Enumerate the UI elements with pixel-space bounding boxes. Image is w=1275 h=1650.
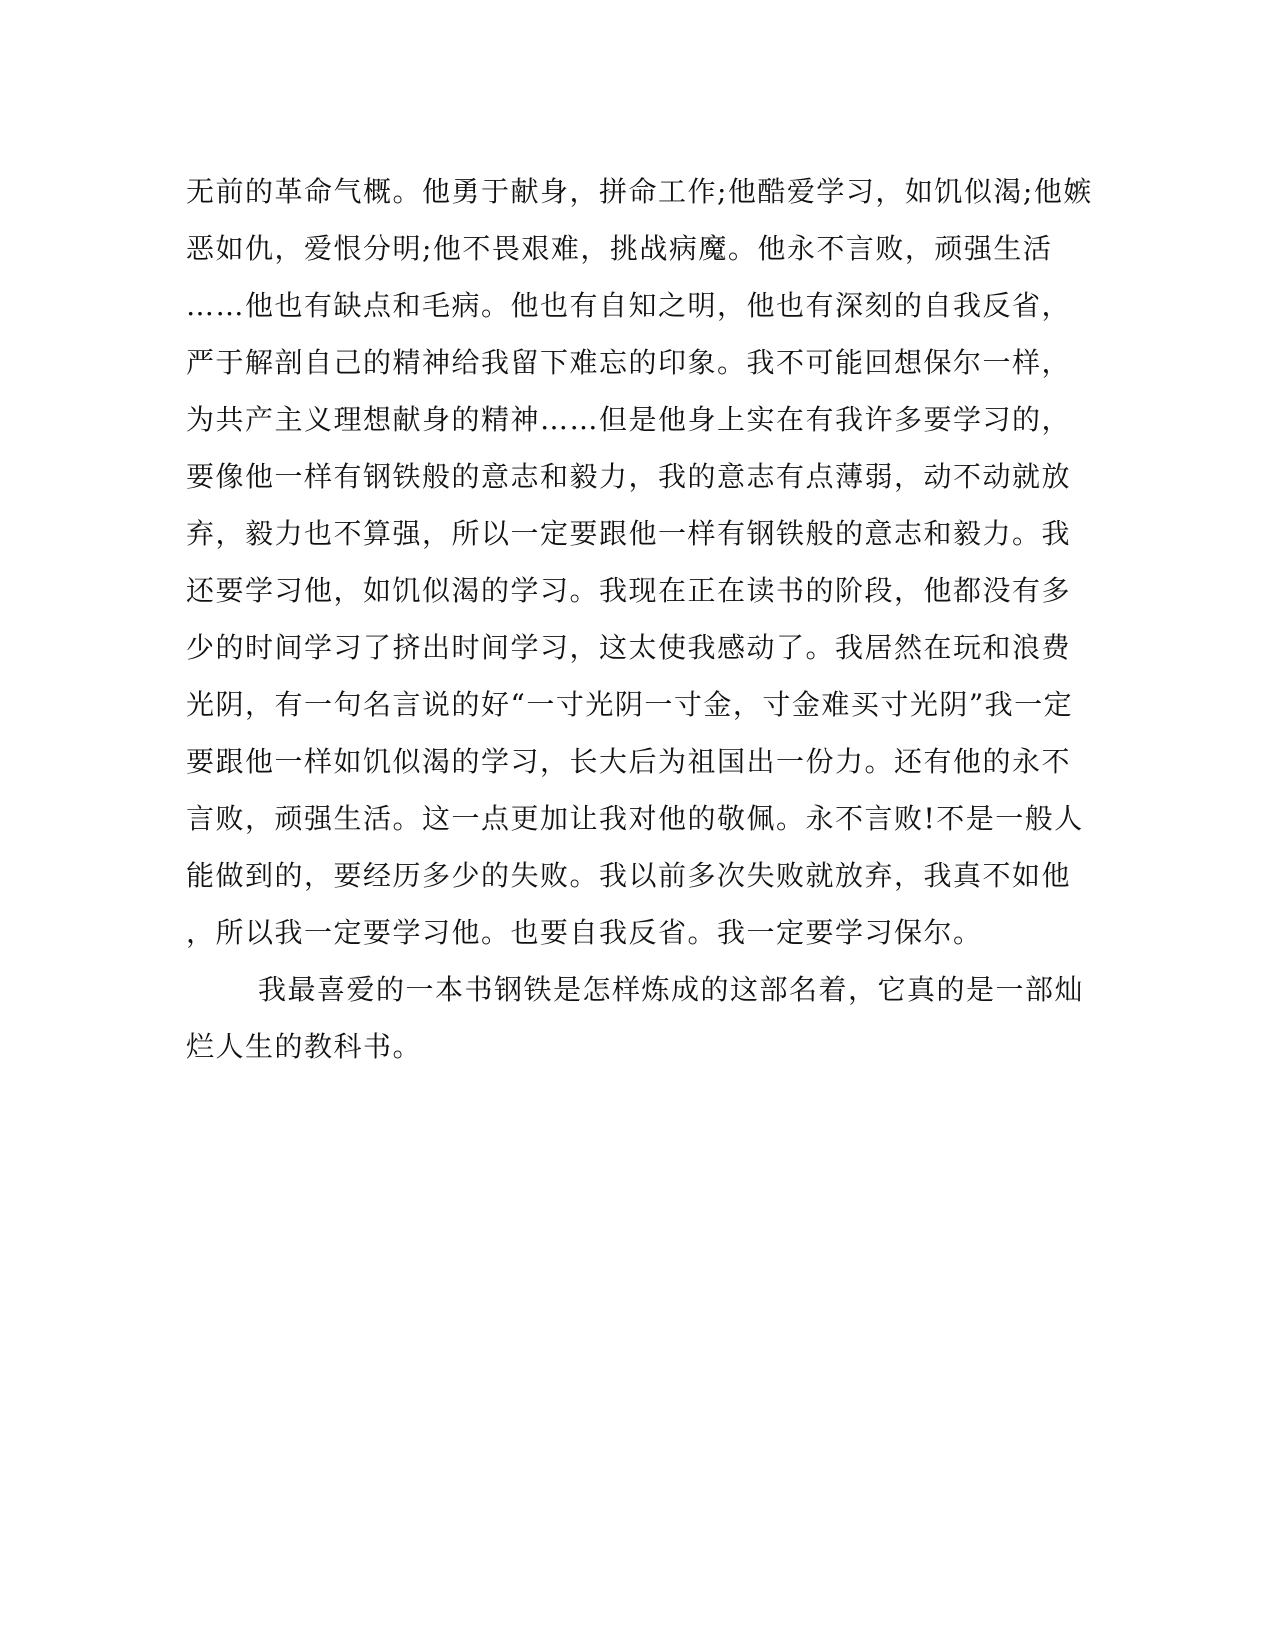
- text-line: 光阴，有一句名言说的好“一寸光阴一寸金，寸金难买寸光阴”我一定: [186, 688, 1074, 721]
- text-line: 烂人生的教科书。: [186, 1030, 423, 1063]
- text-line: 少的时间学习了挤出时间学习，这太使我感动了。我居然在玩和浪费: [186, 631, 1072, 664]
- text-line: 我最喜爱的一本书钢铁是怎样炼成的这部名着，它真的是一部灿: [258, 973, 1085, 1006]
- text-line: ……他也有缺点和毛病。他也有自知之明，他也有深刻的自我反省，: [186, 289, 1072, 322]
- text-line: ，所以我一定要学习他。也要自我反省。我一定要学习保尔。: [186, 916, 983, 949]
- text-line: 要像他一样有钢铁般的意志和毅力，我的意志有点薄弱，动不动就放: [186, 460, 1072, 493]
- text-line: 无前的革命气概。他勇于献身，拼命工作;他酷爱学习，如饥似渴;他嫉: [186, 175, 1093, 208]
- text-line: 言败，顽强生活。这一点更加让我对他的敬佩。永不言败!不是一般人: [186, 802, 1084, 835]
- body-text: [186, 163, 1093, 1075]
- text-line: 能做到的，要经历多少的失败。我以前多次失败就放弃，我真不如他: [186, 859, 1072, 892]
- text-line: 恶如仇，爱恨分明;他不畏艰难，挑战病魔。他永不言败，顽强生活: [186, 232, 1053, 265]
- text-line: 弃，毅力也不算强，所以一定要跟他一样有钢铁般的意志和毅力。我: [186, 517, 1072, 550]
- paragraph-2: [186, 961, 1086, 1075]
- text-line: 还要学习他，如饥似渴的学习。我现在正在读书的阶段，他都没有多: [186, 574, 1072, 607]
- text-line: 严于解剖自己的精神给我留下难忘的印象。我不可能回想保尔一样，: [186, 346, 1072, 379]
- text-line: 为共产主义理想献身的精神……但是他身上实在有我许多要学习的，: [186, 403, 1072, 436]
- text-line: 要跟他一样如饥似渴的学习，长大后为祖国出一份力。还有他的永不: [186, 745, 1072, 778]
- paragraph-1: [186, 163, 1093, 961]
